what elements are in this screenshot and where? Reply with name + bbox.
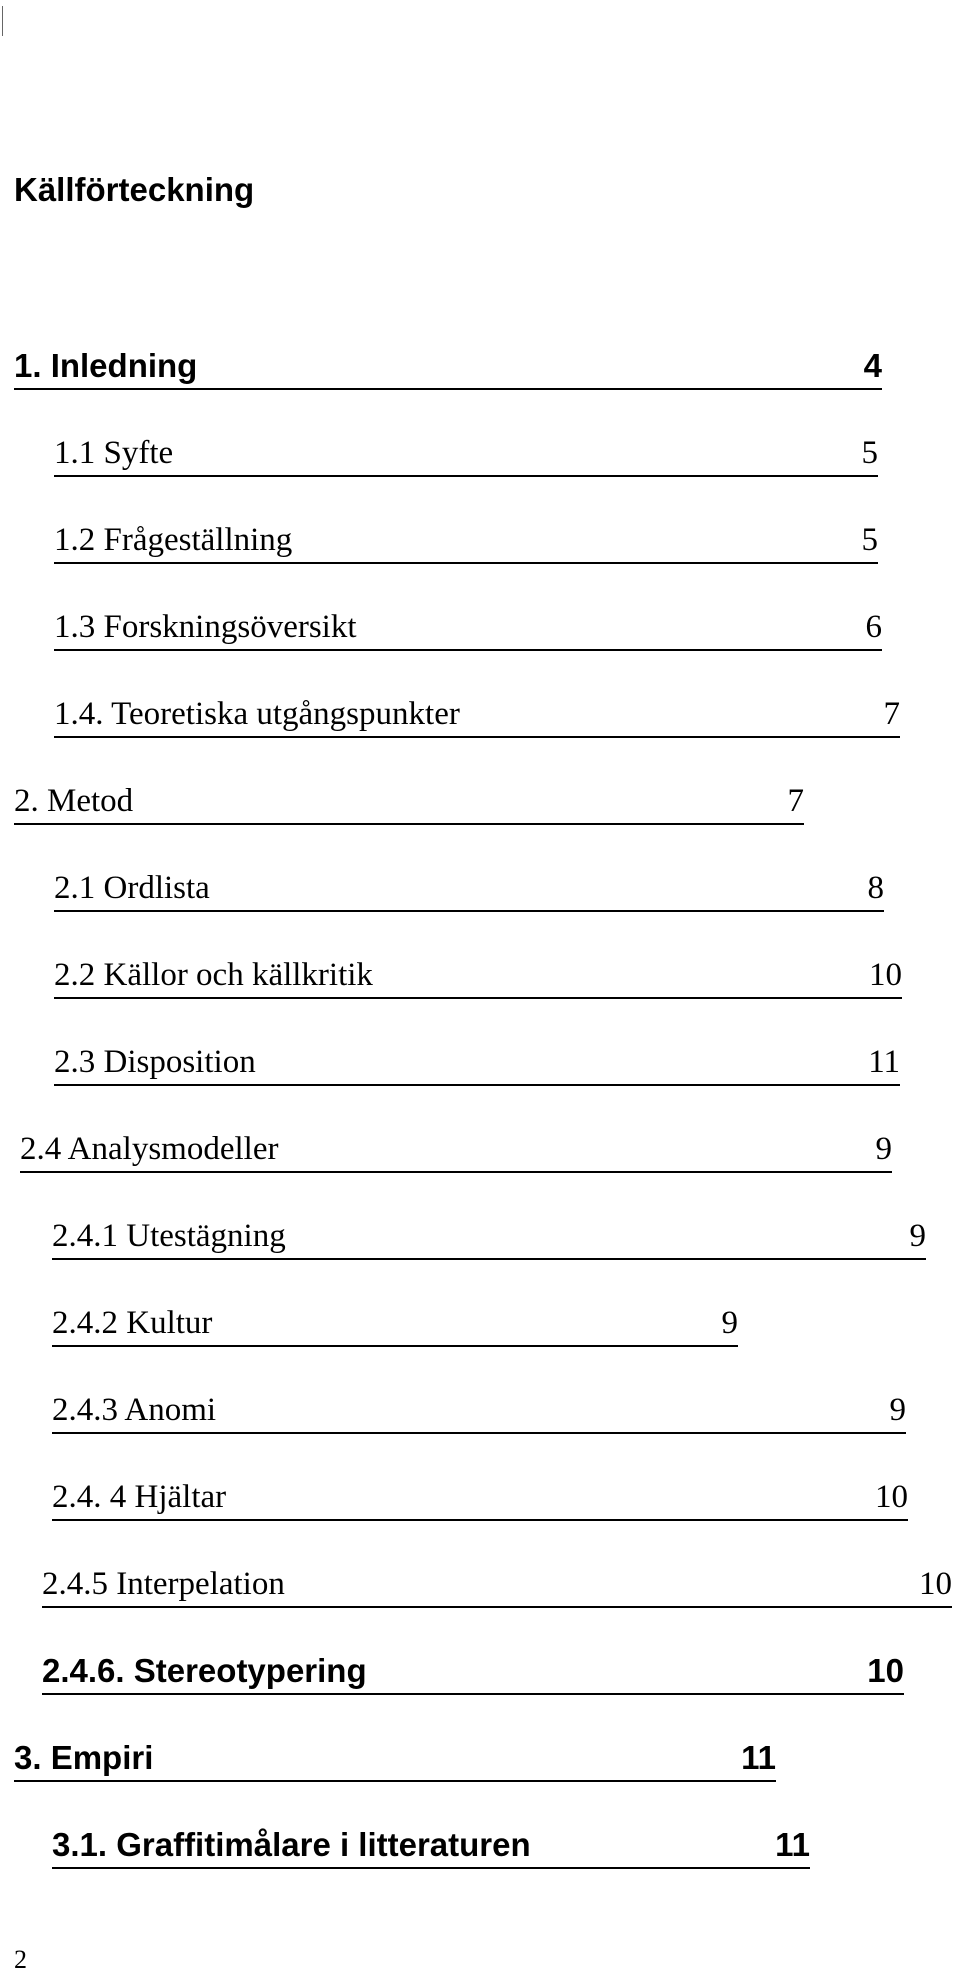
toc-entry-3[interactable] <box>14 1738 776 1782</box>
toc-entry-label: 2.4.2 Kultur <box>52 1305 213 1341</box>
toc-entry-page: 10 <box>919 1566 952 1602</box>
toc-entry-label: 2.3 Disposition <box>54 1044 256 1080</box>
page-number: 2 <box>14 1945 27 1974</box>
text-cursor <box>2 6 3 36</box>
toc-entry-page: 10 <box>867 1652 904 1689</box>
toc-entry-label: 2.4.3 Anomi <box>52 1392 217 1428</box>
toc-entry-page: 9 <box>889 1392 906 1428</box>
toc-entry-label: 2.4.1 Utestägning <box>52 1218 286 1254</box>
toc-entry-label: 3. Empiri <box>14 1739 154 1776</box>
toc-entry-page: 9 <box>909 1218 926 1254</box>
toc-entry-label: 1.3 Forskningsöversikt <box>54 609 357 645</box>
toc-entry-label: 2.4.6. Stereotypering <box>42 1652 367 1689</box>
toc-entry-page: 7 <box>883 696 900 732</box>
toc-entry-page: 11 <box>868 1044 900 1080</box>
toc-entry-1[interactable] <box>14 346 882 390</box>
toc-entry-2-1[interactable] <box>54 868 884 912</box>
toc-entry-label: 2.2 Källor och källkritik <box>54 957 373 993</box>
toc-entry-2-4-5[interactable] <box>42 1564 952 1608</box>
toc-entry-page: 4 <box>863 347 882 384</box>
toc-entry-1-2[interactable] <box>54 520 878 564</box>
toc-entry-2-3[interactable] <box>54 1042 900 1086</box>
toc-entry-page: 10 <box>875 1479 908 1515</box>
toc-entry-label: 1.4. Teoretiska utgångspunkter <box>54 696 460 732</box>
toc-entry-2-2[interactable] <box>54 955 902 999</box>
toc-entry-page: 5 <box>861 435 878 471</box>
toc-entry-page: 9 <box>875 1131 892 1167</box>
toc-entry-label: 2. Metod <box>14 783 134 819</box>
toc-entry-1-3[interactable] <box>54 607 882 651</box>
toc-entry-2-4-3[interactable] <box>52 1390 906 1434</box>
toc-entry-page: 8 <box>867 870 884 906</box>
toc-entry-3-1[interactable] <box>52 1825 810 1869</box>
toc-entry-2-4-2[interactable] <box>52 1303 738 1347</box>
toc-entry-label: 2.4 Analysmodeller <box>20 1131 279 1167</box>
toc-entry-page: 11 <box>775 1826 810 1863</box>
toc-entry-page: 7 <box>787 783 804 819</box>
toc-entry-2-4-1[interactable] <box>52 1216 926 1260</box>
toc-entry-2-4-4[interactable] <box>52 1477 908 1521</box>
toc-entry-1-4[interactable] <box>54 694 900 738</box>
toc-entry-label: 2.4.5 Interpelation <box>42 1566 285 1602</box>
toc-entry-page: 10 <box>869 957 902 993</box>
toc-entry-label: 2.4. 4 Hjältar <box>52 1479 227 1515</box>
toc-entry-label: 2.1 Ordlista <box>54 870 210 906</box>
toc-entry-2-4[interactable] <box>20 1129 892 1173</box>
toc-entry-2-4-6[interactable] <box>42 1651 904 1695</box>
toc-entry-label: 1.2 Frågeställning <box>54 522 293 558</box>
page-title: Källförteckning <box>14 171 255 208</box>
toc-entry-1-1[interactable] <box>54 433 878 477</box>
toc-entry-label: 1. Inledning <box>14 347 198 384</box>
toc-entry-page: 9 <box>721 1305 738 1341</box>
toc-entry-label: 3.1. Graffitimålare i litteraturen <box>52 1826 531 1863</box>
toc-entry-page: 11 <box>741 1739 776 1776</box>
toc-entry-page: 5 <box>861 522 878 558</box>
toc-entry-2[interactable] <box>14 781 804 825</box>
toc-entry-page: 6 <box>865 609 882 645</box>
toc-entry-label: 1.1 Syfte <box>54 435 174 471</box>
